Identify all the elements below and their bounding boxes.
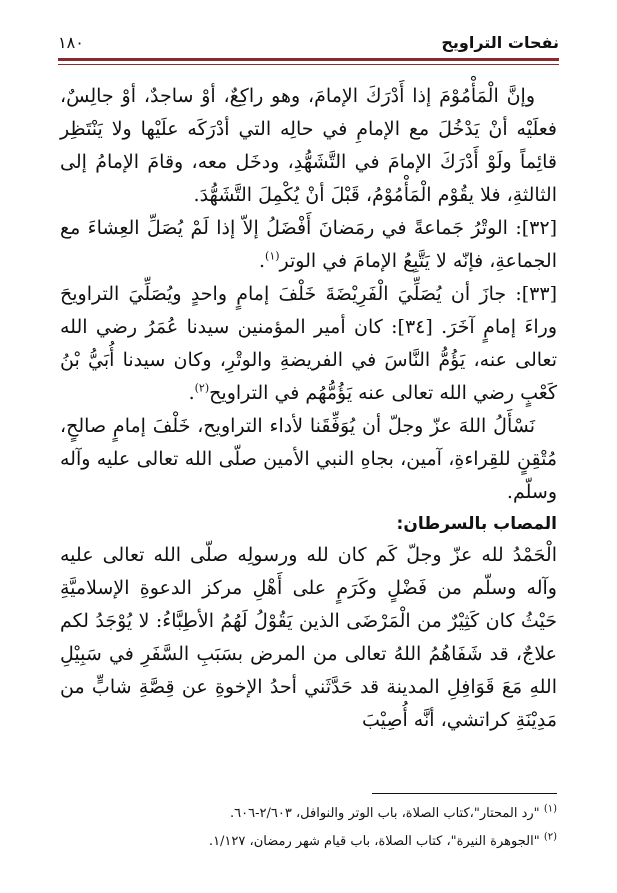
paragraph-story — [60, 539, 557, 737]
footnote-1 — [60, 800, 557, 828]
paragraph-text: الْحَمْدُ لله عزّ وجلّ كَم كان لله ورسولِه صلّى الله تعالى عليه وآله وسلّم من فَضْلٍ وكَرَمٍ على أَهْلِ مركز الدعوةِ الإسلاميَّةِ حَيْثُ كان كَثِيْرٌ من الْمَرْضَى الذين يَقُوْلُ لَهُمُ الأطِبَّاءُ: لا يُوْجَدُ لكم علاجٌ، قد شَفَاهُمُ اللهُ تعالى من المرض بسَبَبِ السَّفَرِ في سَبِيْلِ اللهِ مَعَ قَوَافِلِ المدينة قد حَدَّثَني أحدُ الإخوةِ عن قِصَّةِ شابٍّ من مَدِيْنَةِ كراتشي، أنَّه أُصِيْبَ — [60, 544, 557, 731]
book-title: نفحات التراويح — [441, 33, 559, 52]
paragraph-text: نَسْأَلُ اللهَ عزّ وجلّ أن يُوَفِّقَنا لأداء التراويح، خَلْفَ إمامٍ صالحٍ، مُتْقِنٍ للقِراءةِ، آمين، بجاهِ النبي الأمين صلّى الله تعالى عليه وآله وسلّم. — [60, 415, 557, 503]
footnote-number: (٢) — [543, 831, 557, 843]
header-rule — [58, 58, 559, 61]
header-rule-thin — [58, 64, 559, 65]
footnote-text: "الجوهرة النيرة"، كتاب الصلاة، باب قيام شهر رمضان، ١/١٢٧. — [208, 834, 540, 849]
paragraph-end: . — [188, 382, 195, 404]
paragraph-text: [٣٢]: الوتْرُ جَماعةً في رمَضانَ أَفْضَلُ إلاّ إذا لَمْ يُصَلِّ العِشاءَ مع الجماعةِ، فإنّه لا يَتَّبِعُ الإمامَ في الوتر — [60, 217, 557, 272]
footnote-text: "رد المحتار"،كتاب الصلاة، باب الوتر والنوافل، ٢/٦٠٣-٦٠٦. — [230, 806, 540, 821]
section-heading: المصاب بالسرطان: — [396, 514, 557, 534]
footnote-2 — [60, 828, 557, 856]
footnote-divider — [372, 793, 557, 794]
paragraph-mamoom — [60, 80, 557, 212]
paragraph-dua — [60, 410, 557, 509]
body-text — [60, 80, 557, 737]
paragraph-end: . — [258, 250, 266, 272]
footnotes — [60, 800, 557, 856]
footnote-ref-2[interactable]: (٢) — [194, 381, 210, 395]
footnote-ref-1[interactable]: (١) — [265, 249, 280, 263]
footnote-number: (١) — [543, 803, 557, 815]
page-number: ١٨٠ — [58, 33, 84, 52]
paragraph-33-34 — [60, 278, 557, 410]
paragraph-text: [٣٣]: جازَ أن يُصَلِّيَ الْفَرِيْضَةَ خَلْفَ إمامٍ واحدٍ ويُصَلِّيَ التراويحَ وراءَ إمامٍ آخَرَ. [٣٤]: كان أمير المؤمنين سيدنا عُمَرُ رضي الله تعالى عنه، يَؤُمُّ النَّاسَ في الفريضةِ والوتْرِ، وكان سيدنا أُبَيُّ بْنُ كَعْبٍ رضي الله تعالى عنه يَؤُمُّهُم في التراويح — [60, 283, 557, 404]
paragraph-text: وإنَّ الْمَأْمُوْمَ إذا أَدْرَكَ الإمامَ، وهو راكِعٌ، أوْ ساجدٌ، أوْ جالِسٌ، فعلَيْه أنْ يَدْخُلَ مع الإمامِ في حالِه التي أدْرَكَه علَيْها ولا يَنْتَظِر قائِماً ولَوْ أَدْرَكَ الإمامَ في التَّشَهُّدِ، ودخَل معه، وقامَ الإمامُ إلى الثالثةِ، فلا يقُوْم الْمَأْمُوْمُ، قَبْلَ أنْ يُكْمِلَ التَّشَهُّدَ. — [60, 85, 557, 206]
paragraph-32 — [60, 212, 557, 278]
page-header — [58, 26, 559, 52]
